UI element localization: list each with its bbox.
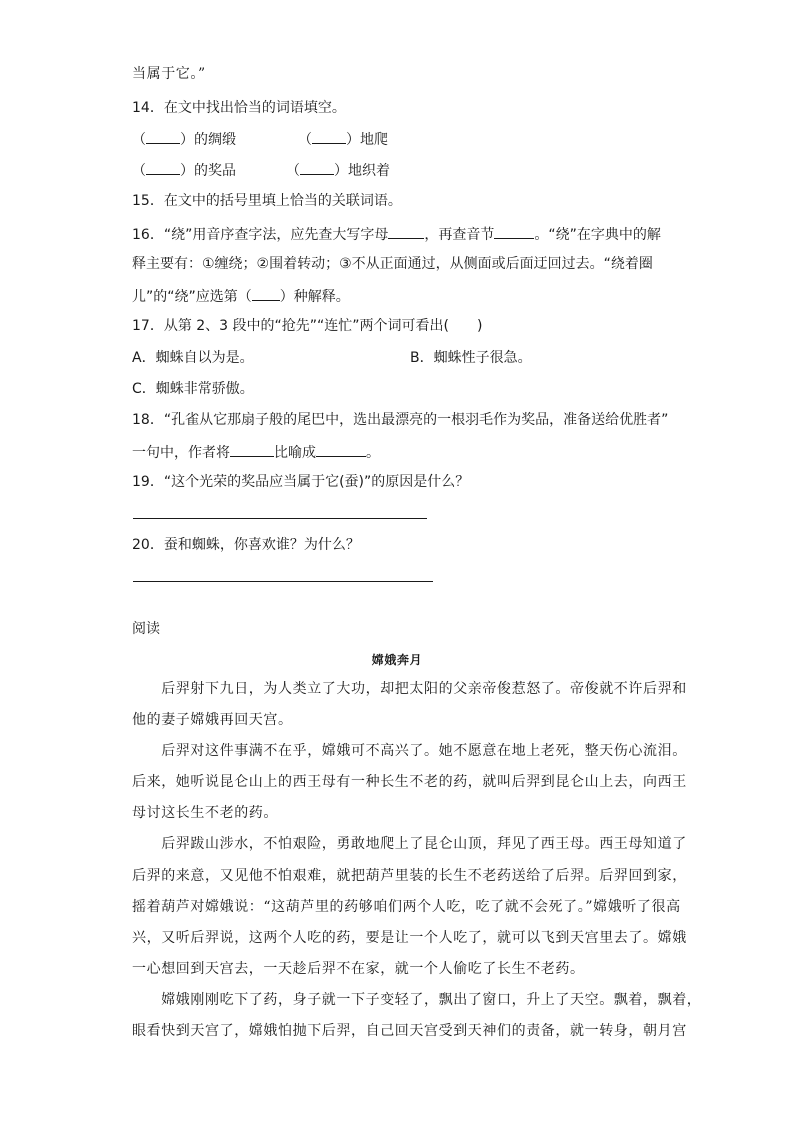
passage-line: 后羿对这件事满不在乎，嫦娥可不高兴了。她不愿意在地上老死，整天伤心流泪。 xyxy=(132,743,687,759)
paren-open: （ xyxy=(286,163,300,179)
q14-blank-1[interactable] xyxy=(146,128,180,144)
q18-blank-2[interactable] xyxy=(316,441,366,457)
q14-blank-4[interactable] xyxy=(300,159,334,175)
passage-line: 嫦娥刚刚吃下了药，身子就一下子变轻了，飘出了窗口，升上了天空。飘着，飘着， xyxy=(132,992,702,1008)
paren-open: （ xyxy=(132,163,146,179)
q16-part-2: ，再查音节 xyxy=(424,227,495,243)
paren-open: （ xyxy=(298,132,312,148)
q14-r2-b: 地织着 xyxy=(348,163,390,179)
q16-part-3: 。“绕”在字典中的解 xyxy=(534,227,661,243)
q18-part-1: 一句中，作者将 xyxy=(132,445,230,461)
q17-options-row xyxy=(132,348,254,368)
q14-row-1-right xyxy=(298,128,388,150)
q14-r2-a: 的奖品 xyxy=(194,163,236,179)
q19-answer-line[interactable] xyxy=(133,518,427,519)
q18-part-2: 比喻成 xyxy=(274,445,316,461)
q19-stem: 19．“这个光荣的奖品应当属于它(蚕)”的原因是什么？ xyxy=(132,474,470,490)
q16-blank-syllable[interactable] xyxy=(494,223,534,239)
q14-r1-b: 地爬 xyxy=(360,132,388,148)
passage-line: 母讨这长生不老的药。 xyxy=(132,805,278,821)
q16-blank-letter[interactable] xyxy=(388,223,424,239)
q14-row-2 xyxy=(132,159,390,181)
passage-line: 后羿的来意，又见他不怕艰难，就把葫芦里装的长生不老药送给了后羿。后羿回到家， xyxy=(132,868,687,884)
q18-blank-1[interactable] xyxy=(230,441,274,457)
q14-r1-a: 的绸缎 xyxy=(194,132,236,148)
q16-line-2: 释主要有：①缠绕；②围着转动；③不从正面通过，从侧面或后面迂回过去。“绕着圈 xyxy=(132,256,653,272)
q17-stem: 17．从第 2、3 段中的“抢先”“连忙”两个词可看出( ) xyxy=(132,318,483,334)
q16-part-4: 儿”的“绕”应选第（ xyxy=(132,289,252,305)
q15-stem: 15．在文中的括号里填上恰当的关联词语。 xyxy=(132,193,402,209)
q17-option-a[interactable]: A．蜘蛛自以为是。 xyxy=(132,350,254,366)
q16-part-1: 16．“绕”用音序查字法，应先查大写字母 xyxy=(132,227,389,243)
q18-line-1: 18．“孔雀从它那扇子般的尾巴中，选出最漂亮的一根羽毛作为奖品，准备送给优胜者” xyxy=(132,412,669,428)
passage-line: 摇着葫芦对嫦娥说：“这葫芦里的药够咱们两个人吃，吃了就不会死了。”嫦娥听了很高 xyxy=(132,899,681,915)
section-label: 阅读 xyxy=(132,621,160,637)
paren-close: ） xyxy=(180,163,194,179)
passage-line: 后羿射下九日，为人类立了大功，却把太阳的父亲帝俊惹怒了。帝俊就不许后羿和 xyxy=(132,681,687,697)
q16-blank-choice[interactable] xyxy=(252,285,280,301)
q16-part-5: ）种解释。 xyxy=(279,289,350,305)
q16-line-1 xyxy=(132,223,661,245)
q16-line-3 xyxy=(132,285,350,307)
q20-stem: 20．蚕和蜘蛛，你喜欢谁？为什么？ xyxy=(132,537,360,553)
q13-tail: 当属于它。” xyxy=(132,66,206,82)
q14-blank-2[interactable] xyxy=(312,128,346,144)
q17-option-b[interactable]: B．蜘蛛性子很急。 xyxy=(410,350,532,366)
paren-close: ） xyxy=(334,163,348,179)
passage-line: 眼看快到天宫了，嫦娥怕抛下后羿，自己回天宫受到天神们的责备，就一转身，朝月宫 xyxy=(132,1023,687,1039)
q18-line-2 xyxy=(132,441,380,463)
passage-line: 他的妻子嫦娥再回天宫。 xyxy=(132,712,293,728)
q18-part-3: 。 xyxy=(366,445,380,461)
q20-answer-line[interactable] xyxy=(133,581,433,582)
passage-title: 嫦娥奔月 xyxy=(371,653,423,667)
passage-line: 后来，她听说昆仑山上的西王母有一种长生不老的药，就叫后羿到昆仑山上去，向西王 xyxy=(132,774,687,790)
paren-close: ） xyxy=(346,132,360,148)
q14-row-1 xyxy=(132,128,388,150)
q14-blank-3[interactable] xyxy=(146,159,180,175)
passage-line: 一心想回到天宫去，一天趁后羿不在家，就一个人偷吃了长生不老药。 xyxy=(132,961,585,977)
q14-row-2-right xyxy=(286,159,390,181)
paren-close: ） xyxy=(180,132,194,148)
q14-stem: 14．在文中找出恰当的词语填空。 xyxy=(132,100,346,116)
passage-line: 兴，又听后羿说，这两个人吃的药，要是让一个人吃了，就可以飞到天宫里去了。嫦娥 xyxy=(132,930,687,946)
passage-line: 后羿跋山涉水，不怕艰险，勇敢地爬上了昆仑山顶，拜见了西王母。西王母知道了 xyxy=(132,836,687,852)
paren-open: （ xyxy=(132,132,146,148)
q17-option-c[interactable]: C．蜘蛛非常骄傲。 xyxy=(132,381,254,397)
